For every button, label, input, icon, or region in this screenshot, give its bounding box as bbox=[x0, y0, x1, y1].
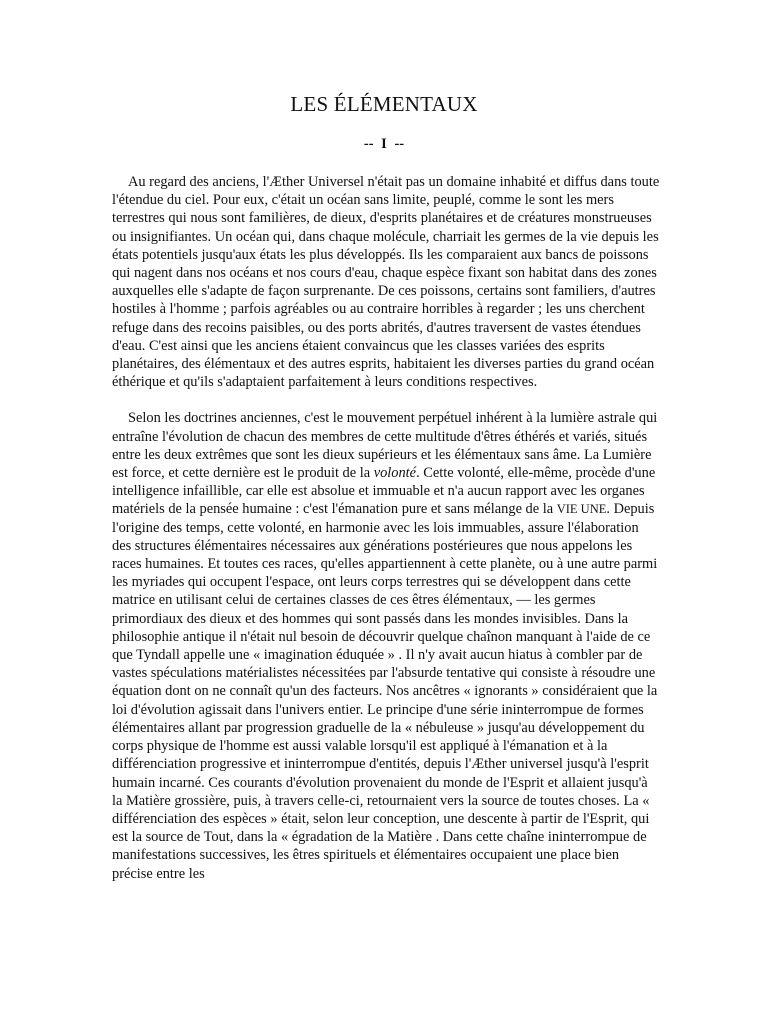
paragraph-2 bbox=[112, 409, 660, 882]
page-title: LES ÉLÉMENTAUX bbox=[290, 92, 478, 116]
section-marker: -- I -- bbox=[363, 136, 405, 152]
paragraph-2-part-1: Selon les doctrines anciennes, c'est le mouvement perpétuel inhérent à la lumière astrale qui entraîne l'évolution de chacun des membres de cette multitude d'êtres éthérés et variés, situés entre les deux extrêmes que sont les dieux supérieurs et les élémentaux sans âme. La Lumière est force, et cette dernière est le produit de la bbox=[112, 410, 658, 482]
small-caps-text: VIE UNE bbox=[556, 502, 607, 517]
paragraph-1: Au regard des anciens, l'Æther Universel n'était pas un domaine inhabité et diffus dans toute l'étendue du ciel. Pour eux, c'était un océan sans limite, peuplé, comme le sont les mers terrestres qui nous sont familières, de dieux, d'esprits planétaires et de créatures monstrueuses ou insignifiantes. Un océan qui, dans chaque molécule, charriait les germes de la vie depuis les états potentiels jusqu'aux états les plus développés. Ils les comparaient aux bancs de poissons qui nagent dans nos océans et nos cours d'eau, chaque espèce fixant son habitat dans des zones auxquelles elle s'adapte de façon surprenante. De ces poissons, certains sont familiers, d'autres hostiles à l'homme ; parfois agréables ou au contraire horribles à regarder ; les uns cherchent refuge dans des recoins paisibles, ou des ports abrités, d'autres traversent de vastes étendues d'eau. C'est ainsi que les anciens étaient convaincus que les classes variées des esprits planétaires, des élémentaux et des autres esprits, habitaient les diverses parties du grand océan éthérique et qu'ils s'adaptaient parfaitement à leurs conditions respectives. bbox=[112, 174, 660, 391]
paragraph-2-part-2: . Cette volonté, elle-même, procède d'une intelligence infaillible, car elle est absolue et immuable et n'a aucun rapport avec les organes matériels de la pensée humaine : c'est l'émanation pure et sans mélange de la bbox=[112, 465, 656, 518]
body-text bbox=[112, 173, 660, 883]
italic-word: volonté bbox=[373, 465, 417, 482]
paragraph-2-part-3: . Depuis l'origine des temps, cette volonté, en harmonie avec les lois immuables, assure l'élaboration des structures élémentaires nécessaires aux générations postérieures que nous appelons les races humaines. Et toutes ces races, qu'elles appartiennent à cette planète, ou à une autre parmi les myriades qui occupent l'espace, ont leurs corps terrestres qui se développent dans cette matrice en utilisant celui de certaines classes de ces êtres élémentaux, — les germes primordiaux des dieux et des hommes qui sont passés dans les mondes invisibles. Dans la philosophie antique il n'était nul besoin de découvrir quelque chaînon manquant à l'aide de ce que Tyndall appelle une « imagination éduquée » . Il n'y avait aucun hiatus à combler par de vastes spéculations matérialistes nécessitées par l'absurde tentative qui consiste à résoudre une équation dont on ne connaît qu'un des facteurs. Nos ancêtres « ignorants » considéraient que la loi d'évolution agissait dans l'univers entier. Le principe d'une série ininterrompue de formes élémentaires allant par progression graduelle de la « nébuleuse » jusqu'au développement du corps physique de l'homme est aussi valable lorsqu'il est appliqué à l'émanation et à la différenciation progressive et ininterrompue d'entités, depuis l'Æther universel jusqu'à l'esprit humain incarné. Ces courants d'évolution provenaient du monde de l'Esprit et allaient jusqu'à la Matière grossière, puis, à travers celle-ci, retournaient vers la source de toutes choses. La « différenciation des espèces » était, selon leur conception, une descente à partir de l'Esprit, qui est la source de Tout, dans la « égradation de la Matière . Dans cette chaîne ininterrompue de manifestations successives, les êtres spirituels et élémentaires occupaient une place bien précise entre les bbox=[112, 501, 658, 882]
